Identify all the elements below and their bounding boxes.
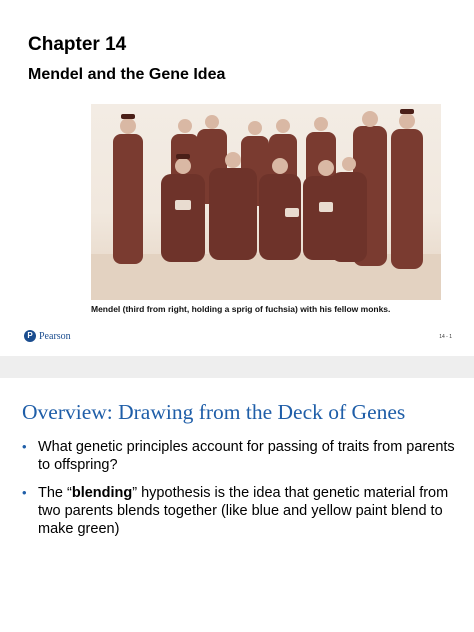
bullet-text: What genetic principles account for passing of traits from parents to offspring? [38, 439, 455, 473]
monks-photo [91, 104, 441, 300]
pearson-logo-text: Pearson [39, 330, 71, 342]
pearson-logo [24, 330, 71, 342]
pearson-logo-icon: P [24, 330, 36, 342]
bullet-text-pre: The “ [38, 485, 72, 501]
overview-title: Overview: Drawing from the Deck of Genes [22, 400, 406, 424]
bullet-item [22, 438, 462, 474]
slide-2 [0, 378, 474, 632]
chapter-title: Chapter 14 [28, 34, 127, 55]
bullet-icon: • [22, 485, 27, 500]
photo-caption: Mendel (third from right, holding a sprig of fuchsia) with his fellow monks. [91, 304, 391, 314]
bullet-icon: • [22, 439, 27, 454]
chapter-subtitle: Mendel and the Gene Idea [28, 66, 226, 83]
bullet-item [22, 484, 462, 538]
slide-divider [0, 356, 474, 378]
bullet-text-post: ” hypothesis is the idea that genetic material from two parents blends together (like blue and yellow paint blend to make green) [38, 485, 449, 537]
slide-number: 14 - 1 [439, 334, 452, 340]
bullet-list [22, 438, 462, 548]
bullet-text-bold: blending [71, 485, 133, 501]
